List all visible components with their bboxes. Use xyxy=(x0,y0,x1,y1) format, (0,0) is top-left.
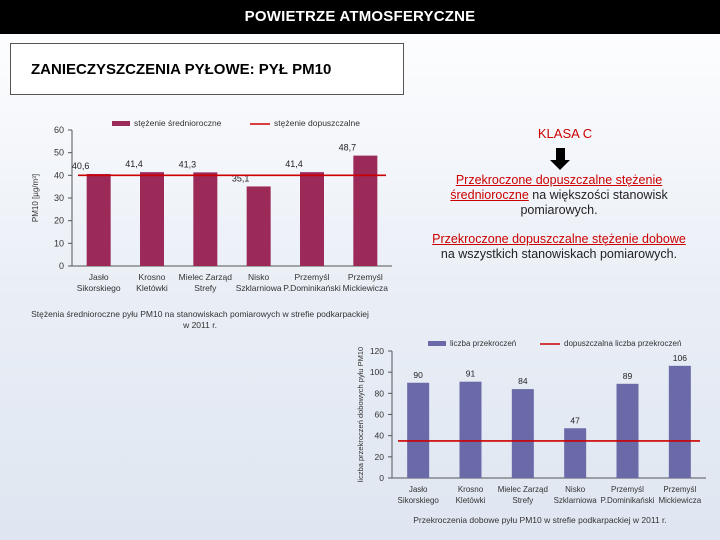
data-label: 41,4 xyxy=(285,159,303,170)
category-label: P.Dominikański xyxy=(283,283,341,293)
y-tick-label: 40 xyxy=(53,170,64,181)
data-label: 84 xyxy=(518,376,528,387)
data-label: 41,4 xyxy=(125,159,143,170)
data-label: 35,1 xyxy=(231,173,250,184)
category-label: Przemyśl xyxy=(611,485,644,494)
y-tick-label: 0 xyxy=(58,261,64,271)
category-label: Przemyśl xyxy=(663,485,697,494)
data-label: 48,7 xyxy=(338,142,357,153)
category-label: P.Dominikański xyxy=(600,496,655,505)
y-tick-label: 30 xyxy=(53,193,64,203)
y-axis-label: PM10 [µg/m³] xyxy=(31,173,40,223)
arrow-down-icon xyxy=(556,148,565,160)
note-daily xyxy=(428,232,690,262)
data-label: 90 xyxy=(413,369,423,380)
legend-label-series: stężenie średnioroczne xyxy=(134,118,222,128)
bar xyxy=(407,383,429,478)
category-label: Nisko xyxy=(565,485,586,494)
note-annual-rest: na większości stanowisk pomiarowych. xyxy=(520,188,668,217)
note-daily-rest: na wszystkich stanowiskach pomiarowych. xyxy=(440,247,678,261)
category-label: Mickiewicza xyxy=(342,283,389,293)
legend-label-limit: stężenie dopuszczalne xyxy=(274,118,361,128)
data-label: 47 xyxy=(570,415,580,426)
category-label: Strefy xyxy=(512,496,534,505)
y-tick-label: 20 xyxy=(374,451,384,462)
y-tick-label: 50 xyxy=(53,147,64,158)
bar xyxy=(564,428,586,478)
arrow-down-icon-head xyxy=(550,160,570,170)
category-label: Jasło xyxy=(88,272,109,282)
y-tick-label: 20 xyxy=(53,215,64,226)
y-tick-label: 120 xyxy=(369,346,384,356)
bar xyxy=(460,382,482,478)
data-label: 40,6 xyxy=(71,160,90,171)
category-label: Strefy xyxy=(194,283,217,293)
note-annual-highlight: Przekroczone dopuszczalne stężenie średnioroczne xyxy=(450,173,663,202)
y-axis-label: liczba przekroczeń dobowych pyłu PM10 xyxy=(356,346,365,483)
category-label: Szklarniowa xyxy=(553,496,597,505)
y-tick-label: 60 xyxy=(374,409,384,420)
subtitle: ZANIECZYSZCZENIA PYŁOWE: PYŁ PM10 xyxy=(10,43,404,95)
category-label: Jasło xyxy=(408,485,428,494)
y-tick-label: 0 xyxy=(379,473,384,483)
category-label: Sikorskiego xyxy=(397,496,439,505)
category-label: Przemyśl xyxy=(294,272,330,282)
y-tick-label: 60 xyxy=(53,125,64,135)
category-label: Krosno xyxy=(457,485,484,494)
data-label: 91 xyxy=(465,368,476,379)
y-tick-label: 80 xyxy=(374,388,384,399)
note-daily-highlight: Przekroczone dopuszczalne stężenie dobowe xyxy=(432,232,686,246)
caption-chart1: Stężenia średnioroczne pyłu PM10 na stanowiskach pomiarowych w strefie podkarpackiej w 2011 r. xyxy=(31,309,369,330)
note-annual xyxy=(428,173,690,218)
category-label: Nisko xyxy=(248,272,270,282)
category-label: Mielec Zarząd xyxy=(497,485,548,494)
caption-chart2: Przekroczenia dobowe pyłu PM10 w strefie podkarpackiej w 2011 r. xyxy=(413,515,667,525)
legend-swatch-series xyxy=(428,341,446,346)
y-tick-label: 10 xyxy=(53,238,64,249)
category-label: Kletówki xyxy=(455,496,486,505)
legend-label-limit: dopuszczalna liczba przekroczeń xyxy=(564,339,682,348)
bar xyxy=(512,389,534,478)
klasa-label: KLASA C xyxy=(537,126,593,141)
category-label: Mickiewicza xyxy=(658,496,702,505)
header-title: POWIETRZE ATMOSFERYCZNE xyxy=(0,0,720,34)
data-label: 106 xyxy=(672,352,687,363)
category-label: Mielec Zarząd xyxy=(178,272,233,282)
bar xyxy=(617,384,639,478)
category-label: Przemyśl xyxy=(347,272,383,282)
y-tick-label: 40 xyxy=(374,430,384,441)
legend-label-series: liczba przekroczeń xyxy=(450,339,517,348)
category-label: Krosno xyxy=(138,272,166,282)
category-label: Sikorskiego xyxy=(76,283,121,293)
category-label: Szklarniowa xyxy=(235,283,282,293)
y-tick-label: 100 xyxy=(369,367,384,378)
category-label: Kletówki xyxy=(136,283,168,293)
data-label: 41,3 xyxy=(178,159,197,170)
bar xyxy=(669,366,691,478)
data-label: 89 xyxy=(622,370,633,381)
